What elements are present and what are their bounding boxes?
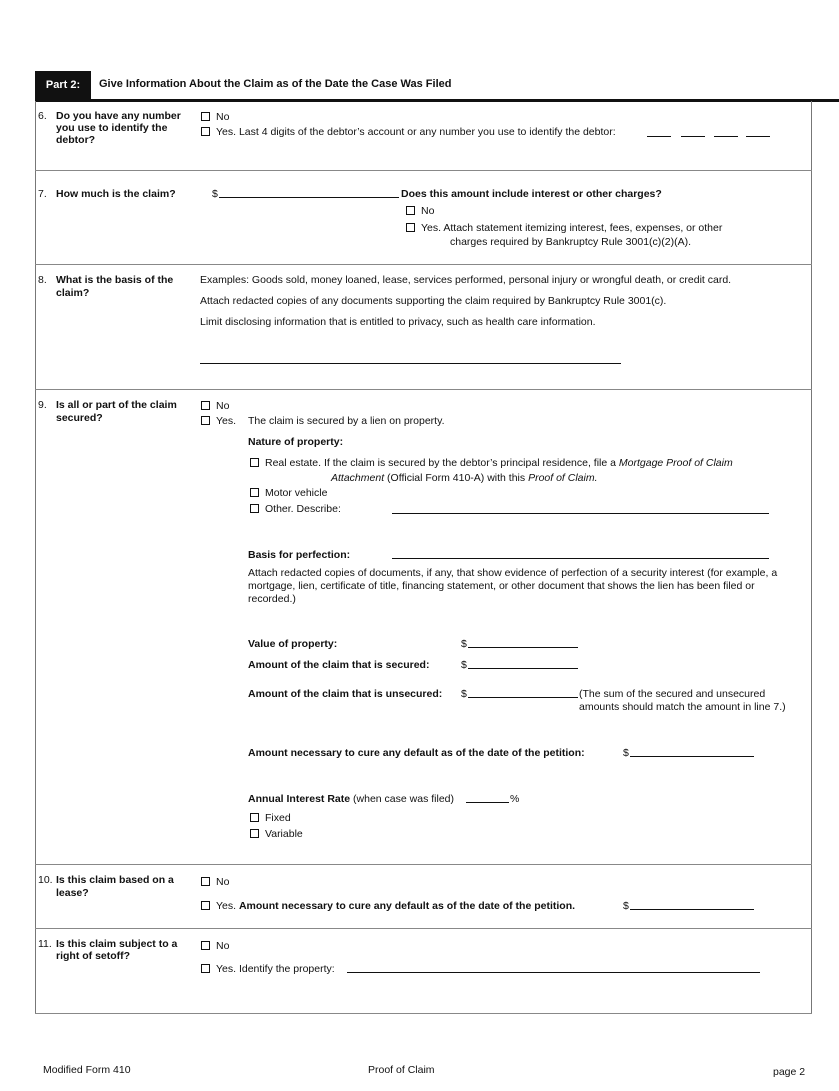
q10-amount-blank[interactable] — [630, 909, 754, 910]
q9-other-label: Other. Describe: — [265, 503, 341, 515]
q10-dollar: $ — [623, 900, 629, 912]
q10-no-label: No — [216, 876, 230, 888]
q6-yes-checkbox[interactable] — [201, 127, 210, 136]
q9-label-line1: Is all or part of the claim — [56, 399, 177, 411]
q9-real-estate-form-name: Mortgage Proof of Claim — [618, 457, 733, 469]
q9-basis-label: Basis for perfection: — [248, 549, 351, 561]
q11-no-option[interactable] — [201, 940, 229, 952]
q9-rate-blank[interactable] — [466, 802, 509, 803]
footer-form-name: Modified Form 410 — [43, 1064, 131, 1076]
q9-other-option[interactable] — [250, 503, 341, 515]
part-title: Give Information About the Claim as of the Date the Case Was Filed — [99, 78, 452, 90]
q7-no-checkbox[interactable] — [406, 206, 415, 215]
q7-number: 7. — [38, 188, 47, 200]
q6-digit-blank[interactable] — [714, 136, 738, 137]
q9-value-label: Value of property: — [248, 638, 338, 650]
q9-secured-dollar: $ — [461, 659, 467, 671]
q9-real-estate-checkbox[interactable] — [250, 458, 259, 467]
q6-digit-blank[interactable] — [647, 136, 671, 137]
q11-property-blank[interactable] — [347, 972, 760, 973]
q9-unsecured-blank[interactable] — [468, 697, 578, 698]
q9-rate-percent: % — [510, 793, 520, 805]
q9-other-checkbox[interactable] — [250, 504, 259, 513]
q6-digit-blank[interactable] — [746, 136, 770, 137]
q9-variable-label: Variable — [265, 828, 303, 840]
q8-examples: Examples: Goods sold, money loaned, lease, services performed, personal injury or wrongful death, or credit card. — [200, 274, 732, 286]
q7-yes-label-line2: charges required by Bankruptcy Rule 3001(c)(2)(A). — [450, 236, 692, 248]
q7-dollar: $ — [212, 188, 218, 200]
q9-label-line2: secured? — [56, 412, 103, 424]
q9-real-estate-option[interactable] — [250, 457, 733, 469]
q6-no-checkbox[interactable] — [201, 112, 210, 121]
q11-label-line1: Is this claim subject to a — [56, 938, 178, 950]
q9-fixed-option[interactable] — [250, 812, 291, 824]
q9-yes-option[interactable] — [201, 415, 236, 427]
q7-label: How much is the claim? — [56, 188, 176, 200]
q10-yes-option[interactable] — [201, 900, 575, 912]
q11-label-line2: right of setoff? — [56, 950, 131, 962]
q10-no-option[interactable] — [201, 876, 229, 888]
q9-secured-label: Amount of the claim that is secured: — [248, 659, 430, 671]
q9-real-estate-line2 — [331, 472, 598, 484]
row-divider — [35, 170, 812, 171]
q9-value-blank[interactable] — [468, 647, 578, 648]
q6-label-line3: debtor? — [56, 134, 96, 146]
q9-attachment-word: Attachment — [331, 472, 385, 484]
q8-attach-note: Attach redacted copies of any documents supporting the claim required by Bankruptcy Rule 3001(c). — [200, 295, 667, 307]
footer-page-number: page 2 — [773, 1066, 806, 1078]
header-rule — [35, 99, 839, 102]
q9-basis-blank[interactable] — [392, 558, 769, 559]
q11-yes-option[interactable] — [201, 963, 335, 975]
q8-basis-blank[interactable] — [200, 363, 621, 364]
q9-motor-option[interactable] — [250, 487, 327, 499]
q9-unsecured-note-line1: (The sum of the secured and unsecured — [579, 688, 766, 700]
q11-number: 11. — [38, 938, 52, 950]
q6-digit-blank[interactable] — [681, 136, 705, 137]
frame-right — [811, 101, 812, 1014]
q6-label-line2: you use to identify the — [56, 122, 168, 134]
q9-attach-text: Attach redacted copies of documents, if any, that show evidence of perfection of a security interest (for example, a mortgage, lien, certificate of title, financing statement, or other document that shows the lien has been filed or recorded.) — [248, 567, 778, 605]
q9-variable-checkbox[interactable] — [250, 829, 259, 838]
q10-yes-label: Yes. — [216, 900, 237, 912]
q9-rate-note: (when case was filed) — [353, 793, 454, 805]
q9-fixed-label: Fixed — [265, 812, 291, 824]
q10-yes-text: Amount necessary to cure any default as of the date of the petition. — [238, 900, 576, 912]
q9-variable-option[interactable] — [250, 828, 303, 840]
q9-nature-heading: Nature of property: — [248, 436, 344, 448]
q9-number: 9. — [38, 399, 47, 411]
q11-no-checkbox[interactable] — [201, 941, 210, 950]
q9-real-estate-text: If the claim is secured by the debtor’s principal residence, file a — [323, 457, 616, 469]
q9-no-option[interactable] — [201, 400, 229, 412]
q8-privacy-note: Limit disclosing information that is entitled to privacy, such as health care information. — [200, 316, 596, 328]
q9-no-checkbox[interactable] — [201, 401, 210, 410]
q8-label-line1: What is the basis of the — [56, 274, 174, 286]
q7-no-option[interactable] — [406, 205, 434, 217]
q10-number: 10. — [38, 874, 53, 886]
part-tag: Part 2: — [35, 71, 91, 99]
q9-cure-blank[interactable] — [630, 756, 754, 757]
q9-value-dollar: $ — [461, 638, 467, 650]
q6-label-line1: Do you have any number — [56, 110, 181, 122]
q9-proof-of-claim: Proof of Claim. — [528, 472, 598, 484]
q9-rate-label — [248, 793, 454, 805]
row-divider — [35, 264, 812, 265]
q6-number: 6. — [38, 110, 47, 122]
q8-number: 8. — [38, 274, 47, 286]
q7-question: Does this amount include interest or other charges? — [401, 188, 662, 200]
q9-yes-label: Yes. — [216, 415, 237, 427]
q9-rate-bold: Annual Interest Rate — [248, 793, 351, 805]
q10-yes-checkbox[interactable] — [201, 901, 210, 910]
q9-secured-blank[interactable] — [468, 668, 578, 669]
footer-title: Proof of Claim — [368, 1064, 435, 1076]
q9-yes-checkbox[interactable] — [201, 416, 210, 425]
q9-fixed-checkbox[interactable] — [250, 813, 259, 822]
q9-other-describe-blank[interactable] — [392, 513, 769, 514]
q9-no-label: No — [216, 400, 230, 412]
q7-yes-option[interactable] — [406, 222, 722, 234]
q10-label-line1: Is this claim based on a — [56, 874, 174, 886]
q10-label-line2: lease? — [56, 887, 89, 899]
q9-motor-checkbox[interactable] — [250, 488, 259, 497]
q11-yes-checkbox[interactable] — [201, 964, 210, 973]
row-divider — [35, 928, 812, 929]
q9-unsecured-label: Amount of the claim that is unsecured: — [248, 688, 443, 700]
q8-label-line2: claim? — [56, 287, 90, 299]
q6-yes-option[interactable] — [201, 126, 616, 138]
q11-yes-label: Yes. Identify the property: — [216, 963, 335, 975]
q9-unsecured-note-line2: amounts should match the amount in line 7.) — [579, 701, 786, 713]
q7-yes-checkbox[interactable] — [406, 223, 415, 232]
q9-yes-text: The claim is secured by a lien on property. — [248, 415, 445, 427]
frame-left — [35, 101, 36, 1014]
q9-unsecured-dollar: $ — [461, 688, 467, 700]
q7-no-label: No — [421, 205, 435, 217]
q9-cure-dollar: $ — [623, 747, 629, 759]
row-divider — [35, 864, 812, 865]
q7-yes-label: Yes. Attach statement itemizing interest, fees, expenses, or other — [421, 222, 723, 234]
q9-real-estate-label: Real estate. — [265, 457, 322, 469]
q7-amount-blank[interactable] — [219, 197, 399, 198]
q9-motor-label: Motor vehicle — [265, 487, 328, 499]
q6-yes-label: Yes. Last 4 digits of the debtor’s account or any number you use to identify the debtor: — [216, 126, 616, 138]
q10-no-checkbox[interactable] — [201, 877, 210, 886]
row-divider — [35, 1013, 812, 1014]
q9-cure-label: Amount necessary to cure any default as of the date of the petition: — [248, 747, 585, 759]
q11-no-label: No — [216, 940, 230, 952]
q6-no-label: No — [216, 111, 230, 123]
q6-no-option[interactable] — [201, 111, 229, 123]
row-divider — [35, 389, 812, 390]
q9-official-form: (Official Form 410-A) with this — [387, 472, 526, 484]
